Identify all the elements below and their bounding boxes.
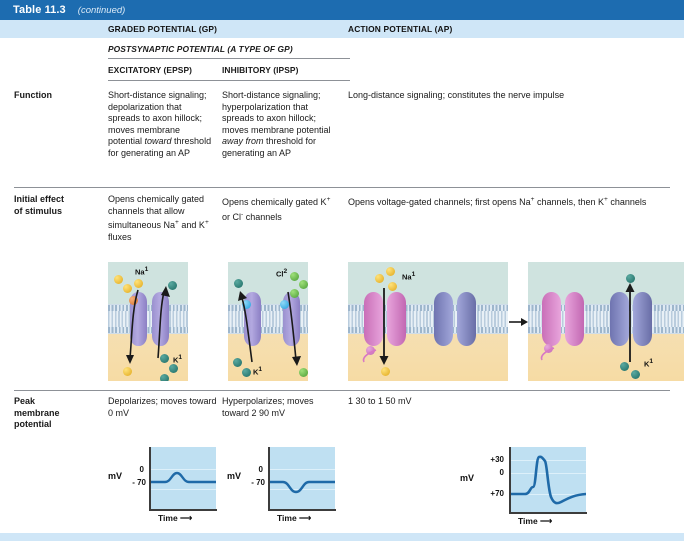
cell-peak-action-potential: 1 30 to 1 50 mV	[348, 396, 412, 406]
ap-graph-panel	[511, 447, 586, 512]
ap-graph-x-axis-label: Time ⟶	[518, 516, 553, 526]
row-label-function: Function	[14, 90, 52, 100]
ipsp-graph-y-axis-label: mV	[227, 471, 242, 481]
diagram-label-chloride: Cl2	[276, 268, 288, 279]
epsp-graph-x-axis-label: Time ⟶	[158, 513, 193, 523]
table-bottom-band	[0, 533, 684, 541]
rule-above-peak-row	[14, 390, 670, 391]
diagram-label-sodium: Na1	[402, 271, 416, 282]
column-header-band	[0, 20, 684, 38]
row-label-initial-effect: Initial effect of stimulus	[14, 194, 65, 216]
ipsp-graph-y-axis	[268, 447, 270, 509]
ipsp-graph-panel	[270, 447, 335, 509]
diagram-label-potassium: K1	[644, 358, 654, 369]
subheader-postsynaptic-potential: POSTSYNAPTIC POTENTIAL (A TYPE OF GP)	[108, 44, 293, 54]
epsp-graph-tick-0: 0	[139, 465, 144, 474]
cell-initial-effect-action-potential: Opens voltage-gated channels; first opens Na+ channels, then K+ channels	[348, 196, 647, 207]
cell-peak-excitatory: Depolarizes; moves toward 0 mV	[108, 396, 217, 418]
cell-function-inhibitory: Short-distance signaling; hyperpolarization that spreads to axon hillock; moves membrane potential away from threshold for generating an AP	[222, 90, 331, 158]
table-title-bar	[0, 0, 684, 20]
ap-graph-x-axis	[509, 512, 587, 514]
ipsp-graph-tick-0: 0	[258, 465, 263, 474]
epsp-graph-panel	[151, 447, 216, 509]
subheader-inhibitory: INHIBITORY (IPSP)	[222, 65, 299, 75]
ion-flux-arrows	[108, 262, 188, 381]
ap-graph-y-axis-label: mV	[460, 473, 475, 483]
epsp-trace	[151, 447, 216, 509]
cell-function-excitatory: Short-distance signaling; depolarization that spreads to axon hillock; moves membrane potential toward threshold for generating an AP	[108, 90, 212, 158]
table-continued-note: (continued)	[77, 4, 126, 16]
ap-trace	[511, 447, 586, 512]
column-header-action-potential: ACTION POTENTIAL (AP)	[348, 24, 453, 34]
ipsp-trace	[270, 447, 335, 509]
epsp-graph-y-axis	[149, 447, 151, 509]
ipsp-graph-x-axis-label: Time ⟶	[277, 513, 312, 523]
diagram-epsp-membrane	[108, 262, 188, 381]
diagram-ap-potassium-channel	[528, 262, 684, 381]
rule-under-psp-header	[108, 58, 350, 59]
cell-initial-effect-inhibitory: Opens chemically gated K+ or Cl- channels	[222, 196, 331, 222]
epsp-graph-tick-minus70: - 70	[132, 478, 146, 487]
row-label-peak-membrane-potential: Peak membrane potential	[14, 396, 60, 429]
ap-graph-tick-plus30: +30	[490, 455, 504, 464]
rule-above-initial-effect-row	[14, 187, 670, 188]
ipsp-graph-x-axis	[268, 509, 336, 511]
epsp-graph-y-axis-label: mV	[108, 471, 123, 481]
potassium-efflux-arrow	[528, 262, 684, 381]
ap-graph-tick-plus70: +70	[490, 489, 504, 498]
ion-flux-arrows	[228, 262, 308, 381]
ipsp-graph-tick-minus70: - 70	[251, 478, 265, 487]
epsp-graph-x-axis	[149, 509, 217, 511]
table-number: Table 11.3	[13, 4, 66, 16]
diagram-ipsp-membrane	[228, 262, 308, 381]
rule-under-subheaders	[108, 80, 350, 81]
subheader-excitatory: EXCITATORY (EPSP)	[108, 65, 193, 75]
sequence-arrow-icon	[509, 316, 528, 328]
diagram-label-sodium: Na1	[135, 266, 149, 277]
column-header-graded-potential: GRADED POTENTIAL (GP)	[108, 24, 218, 34]
ap-graph-y-axis	[509, 447, 511, 512]
cell-initial-effect-excitatory: Opens chemically gated channels that allow simultaneous Na+ and K+ fluxes	[108, 194, 209, 242]
cell-peak-inhibitory: Hyperpolarizes; moves toward 2 90 mV	[222, 396, 314, 418]
diagram-label-potassium: K1	[173, 354, 183, 365]
ap-graph-tick-0: 0	[499, 468, 504, 477]
diagram-ap-sodium-channel	[348, 262, 508, 381]
diagram-label-potassium: K1	[253, 366, 263, 377]
cell-function-action-potential: Long-distance signaling; constitutes the nerve impulse	[348, 90, 565, 100]
sodium-influx-arrow	[348, 262, 508, 381]
